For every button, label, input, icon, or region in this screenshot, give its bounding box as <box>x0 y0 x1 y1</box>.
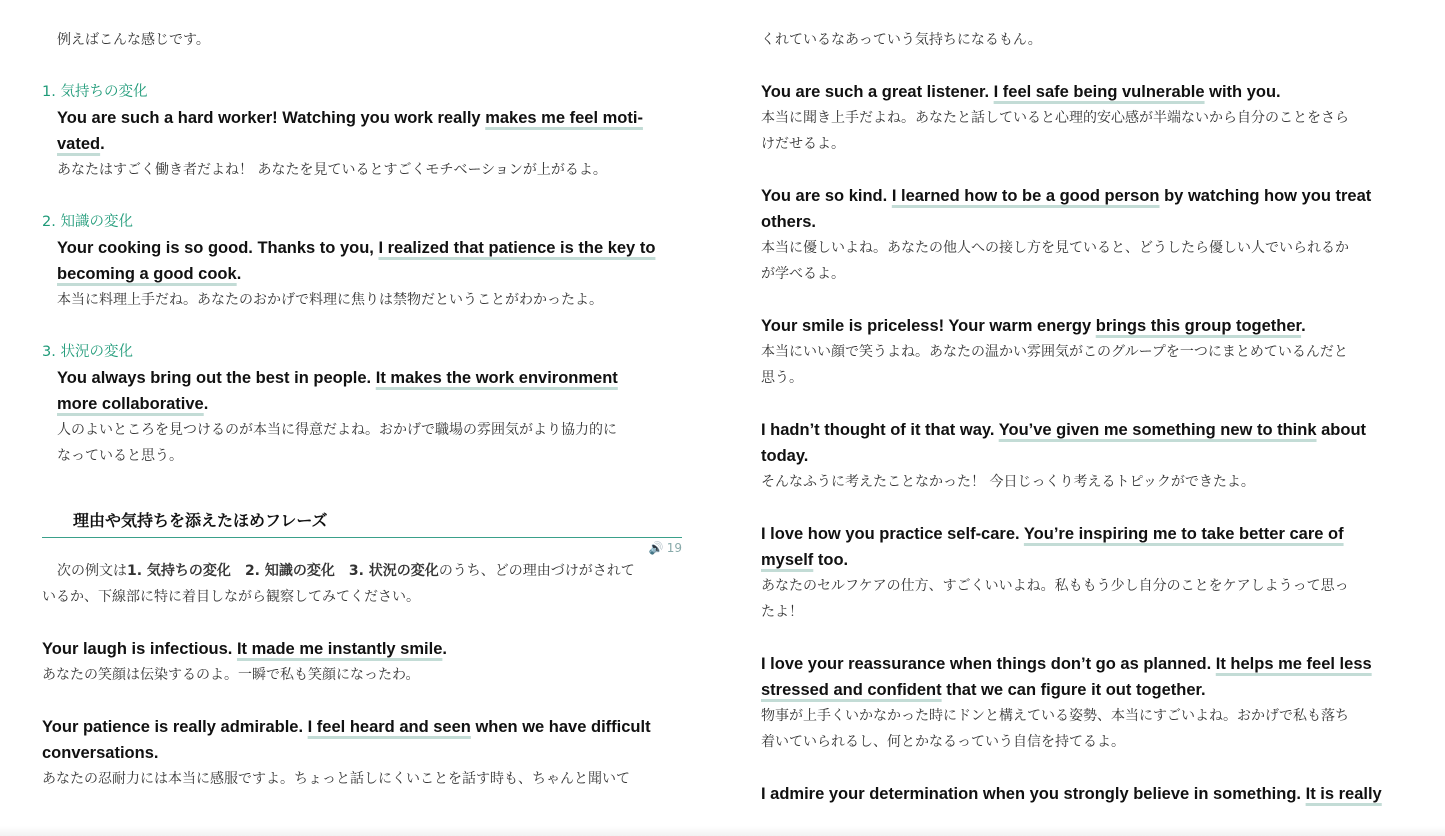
highlight-phrase: becoming a good cook <box>57 265 237 283</box>
english-sentence: Your cooking is so good. Thanks to you, I realized that patience is the key to <box>57 239 656 257</box>
japanese-translation: 本当にいい顔で笑うよね。あなたの温かい雰囲気がこのグループを一つにまとめているんだと <box>761 344 1348 360</box>
highlight-phrase: makes me feel moti- <box>485 109 643 127</box>
phrase-determination <box>761 781 1401 807</box>
japanese-translation-cont: なっていると思う。 <box>57 448 183 464</box>
speaker-icon[interactable]: 🔊 <box>648 541 664 555</box>
english-sentence-cont: today. <box>761 447 809 465</box>
section-label: 1. 気持ちの変化 <box>42 84 148 100</box>
english-sentence: Your patience is really admirable. I feel heard and seen when we have difficult <box>42 718 651 736</box>
japanese-translation: あなたのセルフケアの仕方、すごくいいよね。私ももう少し自分のことをケアしようって思っ <box>761 578 1349 594</box>
bottom-shadow <box>0 826 1445 836</box>
section-label: 2. 知識の変化 <box>42 214 133 230</box>
highlight-phrase: I feel heard and seen <box>307 718 471 736</box>
english-sentence: You are so kind. I learned how to be a good person by watching how you treat <box>761 187 1372 205</box>
reason-type: 3. 状況の変化 <box>348 563 439 579</box>
english-sentence-cont: myself too. <box>761 551 849 569</box>
japanese-translation-cont: 着いていられるし、何とかなるっていう自信を持てるよ。 <box>761 734 1125 750</box>
english-sentence-cont: vated. <box>57 135 105 153</box>
english-sentence-cont: more collaborative. <box>57 395 209 413</box>
instruction-text: 次の例文は1. 気持ちの変化 2. 知識の変化 3. 状況の変化のうち、どの理由づけがされて <box>57 563 635 579</box>
japanese-translation: 人のよいところを見つけるのが本当に得意だよね。おかげで職場の雰囲気がより協力的に <box>57 422 617 438</box>
japanese-translation: 本当に聞き上手だよね。あなたと話していると心理的安心感が半端ないから自分のことをさら <box>761 110 1349 126</box>
english-sentence: You are such a hard worker! Watching you work really makes me feel moti- <box>57 109 643 127</box>
english-sentence: I love how you practice self-care. You’re inspiring me to take better care of <box>761 525 1344 543</box>
right-column <box>761 0 1401 807</box>
english-sentence-cont: others. <box>761 213 817 231</box>
english-sentence-cont: conversations. <box>42 744 159 762</box>
instruction-text-cont: いるか、下線部に特に着目しながら観察してみてください。 <box>42 589 420 605</box>
japanese-translation: 本当に優しいよね。あなたの他人への接し方を見ていると、どうしたら優しい人でいられるか <box>761 240 1349 256</box>
japanese-translation: あなたの忍耐力には本当に感服ですよ。ちょっと話しにくいことを話す時も、ちゃんと聞いて <box>42 771 630 787</box>
english-sentence-cont: becoming a good cook. <box>57 265 242 283</box>
highlight-phrase: You’re inspiring me to take better care of <box>1023 525 1344 543</box>
highlight-phrase: It is really <box>1305 785 1382 803</box>
highlight-phrase: stressed and confident <box>761 681 942 699</box>
left-column <box>42 0 682 792</box>
japanese-translation-cont: けだせるよ。 <box>761 136 845 152</box>
phrase-patience <box>42 714 682 792</box>
english-sentence: Your smile is priceless! Your warm energy brings this group together. <box>761 317 1306 335</box>
japanese-translation: あなたの笑顔は伝染するのよ。一瞬で私も笑顔になったわ。 <box>42 667 420 683</box>
english-sentence: You always bring out the best in people. It makes the work environment <box>57 369 618 387</box>
intro-text: 例えばこんな感じです。 <box>57 32 210 48</box>
audio-track[interactable] <box>42 538 682 558</box>
section-label: 3. 状況の変化 <box>42 344 133 360</box>
highlight-phrase: It helps me feel less <box>1215 655 1372 673</box>
highlight-phrase: brings this group together <box>1095 317 1302 335</box>
highlight-phrase: I feel safe being vulnerable <box>993 83 1205 101</box>
english-sentence-cont: stressed and confident that we can figure it out together. <box>761 681 1206 699</box>
highlight-phrase: more collaborative <box>57 395 204 413</box>
section-heading: 理由や気持ちを添えたほめフレーズ <box>73 511 328 530</box>
phrase-listener <box>761 79 1401 157</box>
highlight-phrase: It made me instantly smile <box>236 640 443 658</box>
english-sentence: Your laugh is infectious. It made me instantly smile. <box>42 640 447 658</box>
english-sentence: I hadn’t thought of it that way. You’ve given me something new to think about <box>761 421 1367 439</box>
highlight-phrase: vated <box>57 135 101 153</box>
example-situation <box>42 339 682 469</box>
phrase-thought <box>761 417 1401 495</box>
highlight-phrase: I learned how to be a good person <box>891 187 1160 205</box>
example-knowledge <box>42 209 682 313</box>
reason-type: 2. 知識の変化 <box>244 563 335 579</box>
japanese-translation: あなたはすごく働き者だよね！ あなたを見ているとすごくモチベーションが上がるよ。 <box>57 162 607 178</box>
highlight-phrase: I realized that patience is the key to <box>378 239 656 257</box>
phrase-laugh <box>42 636 682 688</box>
japanese-translation-cont: 思う。 <box>761 370 803 386</box>
japanese-translation-cont: が学べるよ。 <box>761 266 845 282</box>
phrase-kind <box>761 183 1401 287</box>
english-sentence: You are such a great listener. I feel safe being vulnerable with you. <box>761 83 1281 101</box>
example-feeling <box>42 79 682 183</box>
highlight-phrase: You’ve given me something new to think <box>998 421 1317 439</box>
english-sentence: I admire your determination when you strongly believe in something. It is really <box>761 785 1382 803</box>
japanese-translation-cont: たよ！ <box>761 604 803 620</box>
phrase-smile <box>761 313 1401 391</box>
japanese-translation-cont: くれているなあっていう気持ちになるもん。 <box>761 32 1042 48</box>
english-sentence: I love your reassurance when things don’t go as planned. It helps me feel less <box>761 655 1372 673</box>
reason-type: 1. 気持ちの変化 <box>127 563 231 579</box>
highlight-phrase: myself <box>761 551 814 569</box>
highlight-phrase: It makes the work environment <box>375 369 618 387</box>
audio-track-number: 19 <box>666 541 682 555</box>
japanese-translation: 本当に料理上手だね。あなたのおかげで料理に焦りは禁物だということがわかったよ。 <box>57 292 603 308</box>
phrase-reassurance <box>761 651 1401 755</box>
phrase-selfcare <box>761 521 1401 625</box>
japanese-translation: そんなふうに考えたことなかった！ 今日じっくり考えるトピックができたよ。 <box>761 474 1255 490</box>
japanese-translation: 物事が上手くいかなかった時にドンと構えている姿勢、本当にすごいよね。おかげで私も落ち <box>761 708 1349 724</box>
